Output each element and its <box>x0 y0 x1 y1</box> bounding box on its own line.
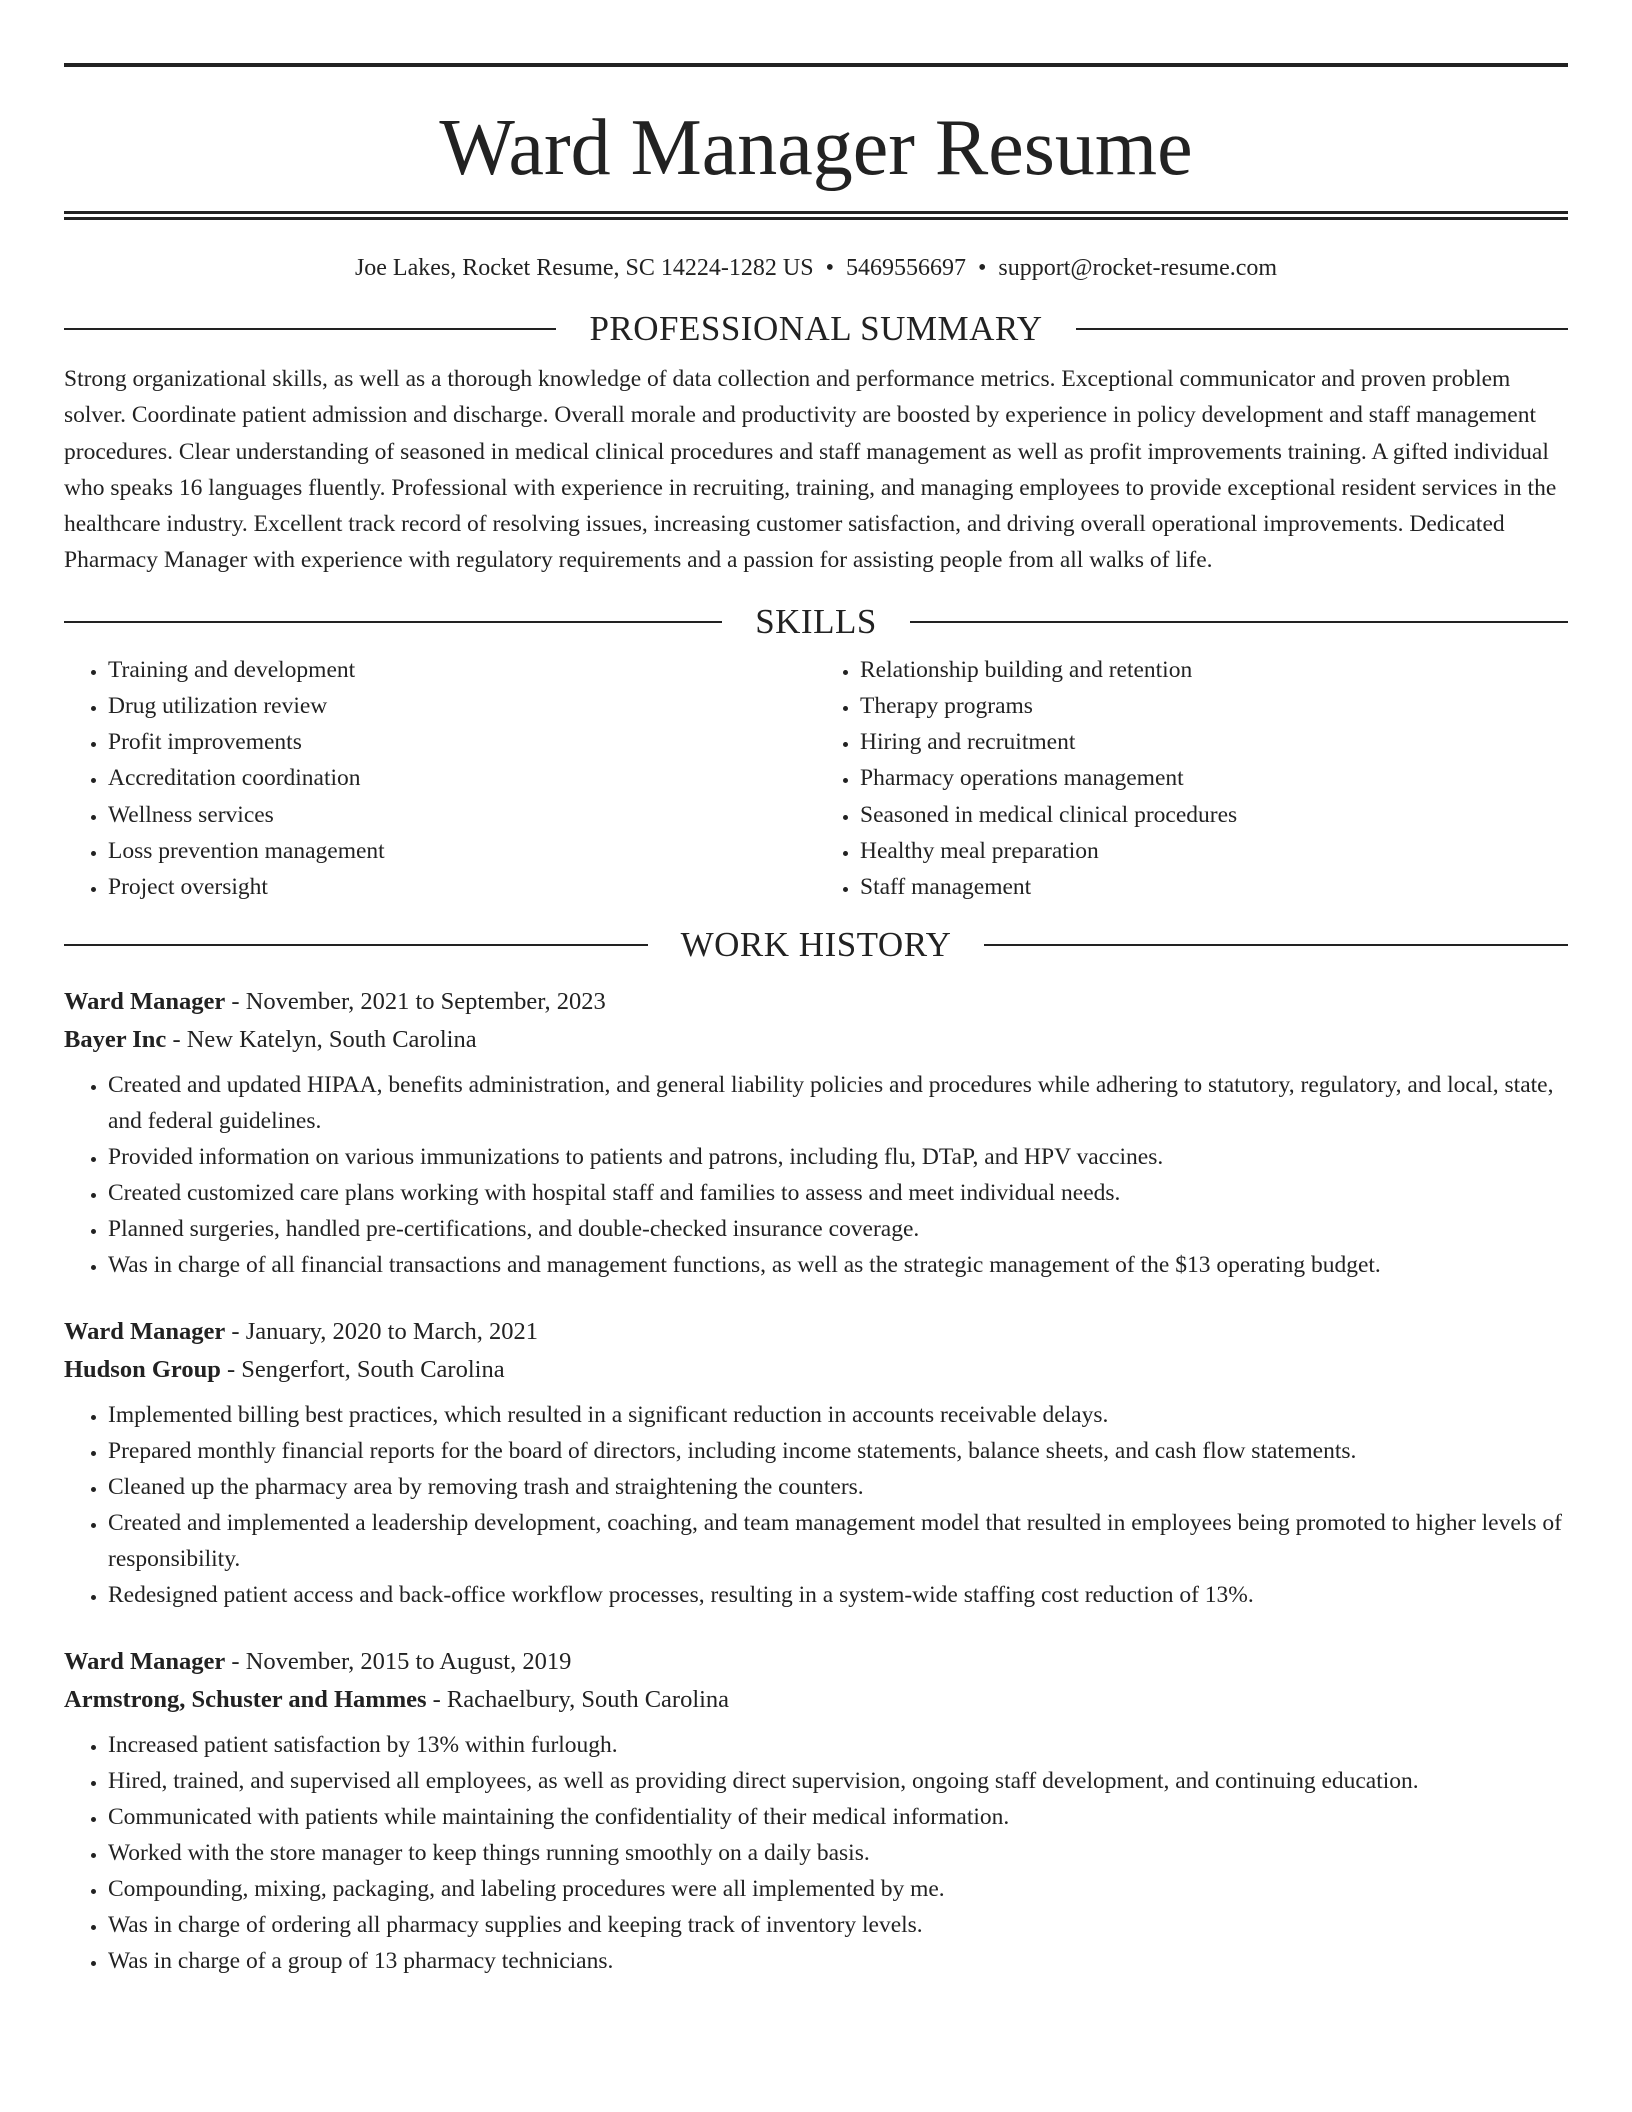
job-bullet: • Created and updated HIPAA, benefits administration, and general liability policies and procedures while adhering to statutory, regulatory, and local, state, and federal guidelines. <box>108 1067 1568 1139</box>
skill-item: • Wellness services <box>108 797 816 833</box>
job-title-line <box>64 983 1568 1021</box>
job-dates: - January, 2020 to March, 2021 <box>225 1318 539 1346</box>
contact-address: Joe Lakes, Rocket Resume, SC 14224-1282 US <box>354 255 814 281</box>
skills-section-heading <box>64 600 1568 644</box>
job-bullet: • Was in charge of a group of 13 pharmacy technicians. <box>108 1943 1568 1979</box>
skills-column-right <box>816 652 1568 905</box>
job-title-line <box>64 1313 1568 1351</box>
summary-section-heading <box>64 307 1568 351</box>
job-location: - Rachaelbury, South Carolina <box>426 1686 730 1714</box>
job-bullet: • Compounding, mixing, packaging, and labeling procedures were all implemented by me. <box>108 1871 1568 1907</box>
job-location: - New Katelyn, South Carolina <box>166 1026 477 1054</box>
professional-summary: Strong organizational skills, as well as a thorough knowledge of data collection and performance metrics. Exceptional communicator and proven problem solver. Coordinate patient admission and discharge. Overall morale and productivity are boosted by experience in policy development and staff management procedures. Clear understanding of seasoned in medical clinical procedures and staff management as well as profit improvements training. A gifted individual who speaks 16 languages fluently. Professional with experience in recruiting, training, and managing employees to provide exceptional resident services in the healthcare industry. Excellent track record of resolving issues, increasing customer satisfaction, and driving overall operational improvements. Dedicated Pharmacy Manager with experience with regulatory requirements and a passion for assisting people from all walks of life. <box>64 366 1557 574</box>
job-bullet: • Redesigned patient access and back-office workflow processes, resulting in a system-wide staffing cost reduction of 13%. <box>108 1577 1568 1613</box>
job-company: Bayer Inc <box>64 1026 167 1054</box>
job-dates: - November, 2015 to August, 2019 <box>225 1648 572 1676</box>
job-company-line <box>64 1681 1568 1719</box>
job-bullet: • Planned surgeries, handled pre-certifications, and double-checked insurance coverage. <box>108 1211 1568 1247</box>
job-title: Ward Manager <box>64 988 226 1016</box>
heading-rule-right <box>1076 328 1568 330</box>
heading-rule-left <box>64 944 648 946</box>
skill-item: • Drug utilization review <box>108 688 816 724</box>
skill-item: • Training and development <box>108 652 816 688</box>
resume-content <box>64 63 1568 1979</box>
page-title: Ward Manager Resume <box>439 104 1193 192</box>
job-company: Armstrong, Schuster and Hammes <box>64 1686 427 1714</box>
skill-item: • Staff management <box>860 869 1568 905</box>
skills-column-left <box>64 652 816 905</box>
job-dates: - November, 2021 to September, 2023 <box>225 988 606 1016</box>
job-entry <box>64 1313 1568 1613</box>
job-title: Ward Manager <box>64 1318 226 1346</box>
work-heading: WORK HISTORY <box>680 925 952 965</box>
job-bullets <box>64 1397 1568 1613</box>
skill-item: • Pharmacy operations management <box>860 760 1568 796</box>
job-bullet: • Created and implemented a leadership development, coaching, and team management model that resulted in employees being promoted to higher levels of responsibility. <box>108 1505 1568 1577</box>
heading-rule-left <box>64 621 722 623</box>
job-location: - Sengerfort, South Carolina <box>220 1356 505 1384</box>
heading-rule-right <box>984 944 1568 946</box>
skill-item: • Hiring and recruitment <box>860 724 1568 760</box>
skill-item: • Loss prevention management <box>108 833 816 869</box>
skill-item: • Project oversight <box>108 869 816 905</box>
skill-item: • Profit improvements <box>108 724 816 760</box>
contact-separator: • <box>977 255 987 281</box>
job-bullet: • Communicated with patients while maintaining the confidentiality of their medical information. <box>108 1799 1568 1835</box>
skills-heading: SKILLS <box>755 601 877 641</box>
job-bullet: • Was in charge of all financial transactions and management functions, as well as the strategic management of the $13 operating budget. <box>108 1247 1568 1283</box>
job-bullets <box>64 1727 1568 1979</box>
job-entry <box>64 983 1568 1283</box>
skill-item: • Accreditation coordination <box>108 760 816 796</box>
top-rule <box>64 63 1568 67</box>
job-bullet: • Was in charge of ordering all pharmacy supplies and keeping track of inventory levels. <box>108 1907 1568 1943</box>
contact-phone: 5469556697 <box>845 255 966 281</box>
work-section-heading <box>64 923 1568 967</box>
skill-item: • Therapy programs <box>860 688 1568 724</box>
heading-rule-right <box>910 621 1568 623</box>
job-title: Ward Manager <box>64 1648 226 1676</box>
contact-email: support@rocket-resume.com <box>998 255 1278 281</box>
skill-item: • Relationship building and retention <box>860 652 1568 688</box>
job-company-line <box>64 1021 1568 1059</box>
job-bullet: • Prepared monthly financial reports for the board of directors, including income statements, balance sheets, and cash flow statements. <box>108 1433 1568 1469</box>
job-bullet: • Hired, trained, and supervised all employees, as well as providing direct supervision, ongoing staff development, and continuing education. <box>108 1763 1568 1799</box>
job-bullet: • Provided information on various immunizations to patients and patrons, including flu, DTaP, and HPV vaccines. <box>108 1139 1568 1175</box>
summary-heading: PROFESSIONAL SUMMARY <box>589 309 1043 348</box>
skill-item: • Seasoned in medical clinical procedures <box>860 797 1568 833</box>
heading-rule-left <box>64 328 556 330</box>
job-bullet: • Cleaned up the pharmacy area by removing trash and straightening the counters. <box>108 1469 1568 1505</box>
job-company: Hudson Group <box>64 1356 221 1384</box>
job-bullet: • Implemented billing best practices, which resulted in a significant reduction in accounts receivable delays. <box>108 1397 1568 1433</box>
job-bullet: • Created customized care plans working with hospital staff and families to assess and meet individual needs. <box>108 1175 1568 1211</box>
skills-list <box>64 652 1568 905</box>
contact-separator: • <box>825 255 834 281</box>
job-bullets <box>64 1067 1568 1283</box>
job-company-line <box>64 1351 1568 1389</box>
job-bullet: • Worked with the store manager to keep things running smoothly on a daily basis. <box>108 1835 1568 1871</box>
contact-line <box>64 252 1568 284</box>
job-entry <box>64 1643 1568 1979</box>
job-title-line <box>64 1643 1568 1681</box>
job-bullet: • Increased patient satisfaction by 13% within furlough. <box>108 1727 1568 1763</box>
skill-item: • Healthy meal preparation <box>860 833 1568 869</box>
title-double-rule <box>64 211 1568 220</box>
